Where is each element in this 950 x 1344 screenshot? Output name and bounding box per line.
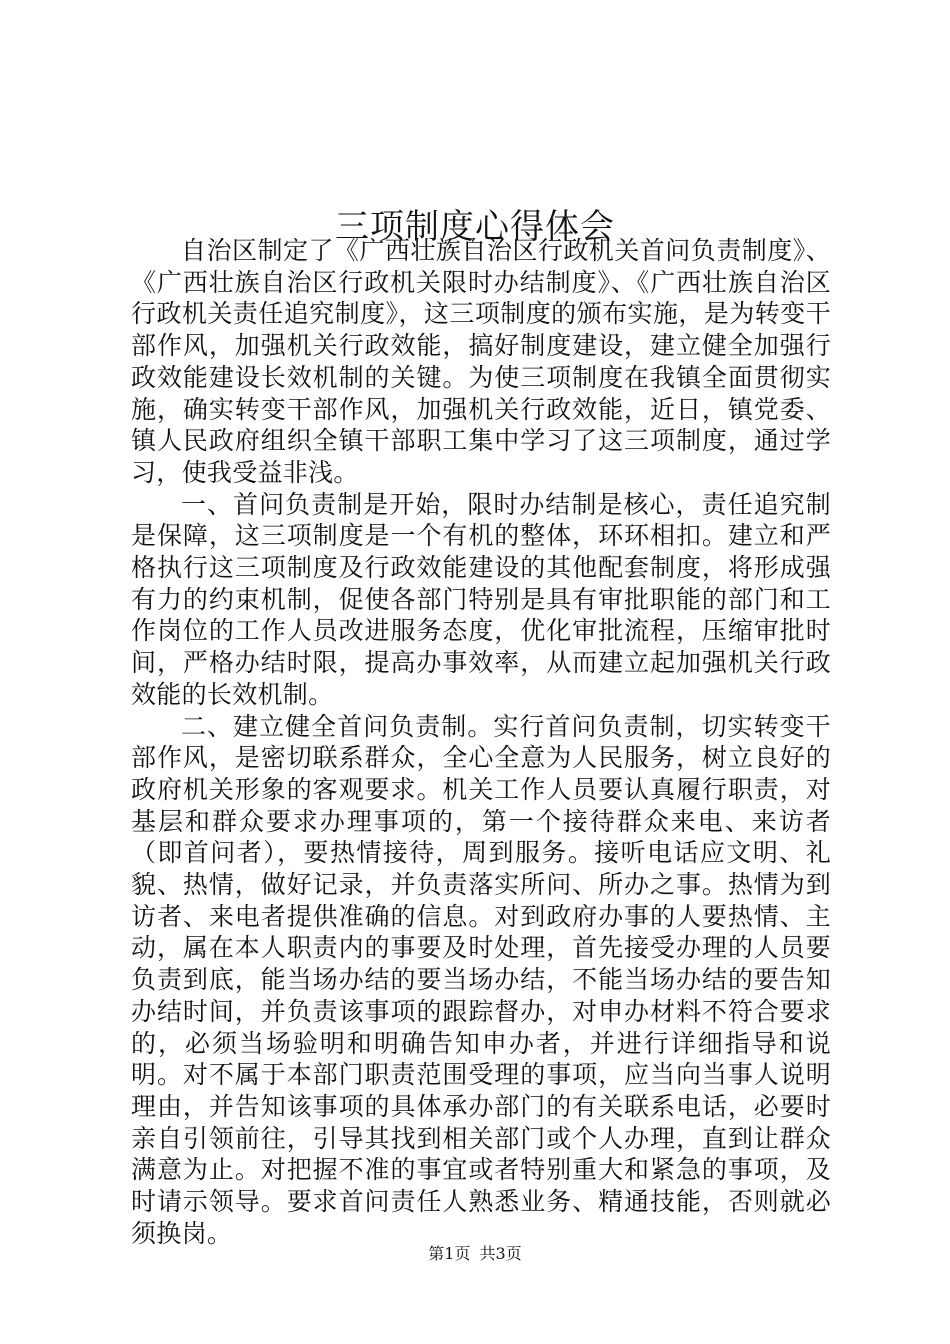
page-number-current: 第1页: [428, 1244, 471, 1263]
page-footer: [0, 1243, 950, 1265]
paragraph-section-2: 二、建立健全首问负责制。实行首问负责制，切实转变干部作风，是密切联系群众，全心全意为人民服务，树立良好的政府机关形象的客观要求。机关工作人员要认真履行职责，对基层和群众要求办理事项的，第一个接待群众来电、来访者（即首问者），要热情接待，周到服务。接听电话应文明、礼貌、热情，做好记录，并负责落实所问、所办之事。热情为到访者、来电者提供准确的信息。对到政府办事的人要热情、主动，属在本人职责内的事要及时处理，首先接受办理的人员要负责到底，能当场办结的要当场办结，不能当场办结的要告知办结时间，并负责该事项的跟踪督办，对申办材料不符合要求的，必须当场验明和明确告知申办者，并进行详细指导和说明。对不属于本部门职责范围受理的事项，应当向当事人说明理由，并告知该事项的具体承办部门的有关联系电话，必要时亲自引领前往，引导其找到相关部门或个人办理，直到让群众满意为止。对把握不准的事宜或者特别重大和紧急的事项，及时请示领导。要求首问责任人熟悉业务、精通技能，否则就必须换岗。: [131, 711, 831, 1248]
page-number-total: 共3页: [479, 1244, 522, 1263]
document-title: 三项制度心得体会: [335, 206, 615, 247]
paragraph-intro: 自治区制定了《广西壮族自治区行政机关首问负责制度》、《广西壮族自治区行政机关限时办结制度》、《广西壮族自治区行政机关责任追究制度》，这三项制度的颁布实施，是为转变干部作风，加强机关行政效能，搞好制度建设，建立健全加强行政效能建设长效机制的关键。为使三项制度在我镇全面贯彻实施，确实转变干部作风，加强机关行政效能，近日，镇党委、镇人民政府组织全镇干部职工集中学习了这三项制度，通过学习，使我受益非浅。: [131, 236, 831, 487]
paragraph-section-1: 一、首问负责制是开始，限时办结制是核心，责任追究制是保障，这三项制度是一个有机的整体，环环相扣。建立和严格执行这三项制度及行政效能建设的其他配套制度，将形成强有力的约束机制，促使各部门特别是具有审批职能的部门和工作岗位的工作人员改进服务态度，优化审批流程，压缩审批时间，严格办结时限，提高办事效率，从而建立起加强机关行政效能的长效机制。: [131, 489, 831, 709]
document-body: [131, 235, 831, 1250]
